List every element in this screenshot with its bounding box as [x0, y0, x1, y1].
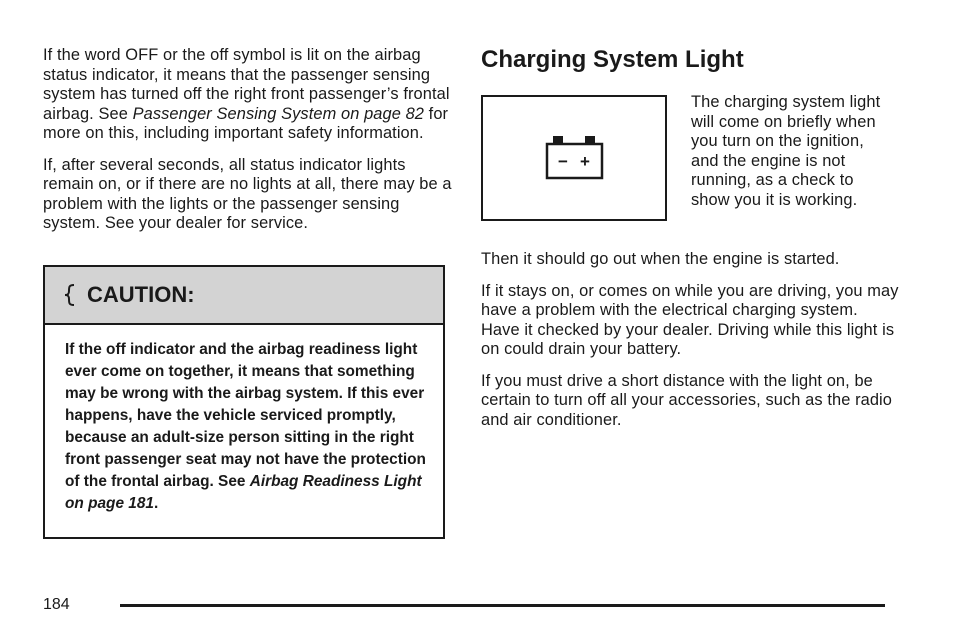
charging-light-details	[481, 250, 901, 442]
left-column	[43, 46, 453, 246]
caution-box	[43, 265, 445, 539]
airbag-off-text-end: for more on this, including important safety information.	[43, 104, 449, 142]
caution-title: CAUTION:	[87, 282, 195, 307]
drive-short-distance-paragraph: If you must drive a short distance with the light on, be certain to turn off all your accessories, such as the radio and air conditioner.	[481, 371, 893, 429]
passenger-sensing-link[interactable]: Passenger Sensing System on page 82	[132, 104, 425, 123]
caution-curly-brace-icon	[63, 283, 79, 307]
airbag-off-text: If the word OFF or the off symbol is lit on the airbag status indicator, it means that the passenger sensing system has turned off the right front passenger’s frontal airbag. See	[43, 46, 450, 123]
section-heading: Charging System Light	[481, 46, 744, 73]
battery-icon	[483, 97, 665, 219]
airbag-readiness-link[interactable]: Airbag Readiness Light on page 181	[65, 473, 422, 512]
caution-period: .	[153, 495, 159, 512]
charging-light-icon-frame	[481, 95, 667, 221]
status-lights-paragraph: If, after several seconds, all status indicator lights remain on, or if there are no lights at all, there may be a problem with the lights or the passenger sensing system. See your dealer for service.	[43, 155, 452, 232]
page-number: 184	[43, 596, 70, 613]
caution-header	[45, 267, 443, 325]
battery-minus-sign: −	[558, 152, 568, 171]
caution-body	[45, 325, 443, 515]
battery-plus-sign: +	[580, 152, 590, 171]
go-out-paragraph: Then it should go out when the engine is started.	[481, 250, 840, 268]
charging-light-intro: The charging system light will come on briefly when you turn on the ignition, and the engine is not running, as a check to show you it is working.	[691, 93, 881, 209]
footer-rule	[120, 604, 885, 607]
airbag-off-paragraph	[43, 46, 453, 144]
charging-light-description	[691, 93, 891, 210]
caution-text: If the off indicator and the airbag readiness light ever come on together, it means that something may be wrong with the airbag system. If this ever happens, have the vehicle serviced promptly, because an adult-size person sitting in the right front passenger seat may not have the protection of the frontal airbag. See	[65, 341, 426, 490]
stays-on-paragraph: If it stays on, or comes on while you are driving, you may have a problem with the electrical charging system. Have it checked by your dealer. Driving while this light is on could drain your battery.	[481, 281, 899, 358]
